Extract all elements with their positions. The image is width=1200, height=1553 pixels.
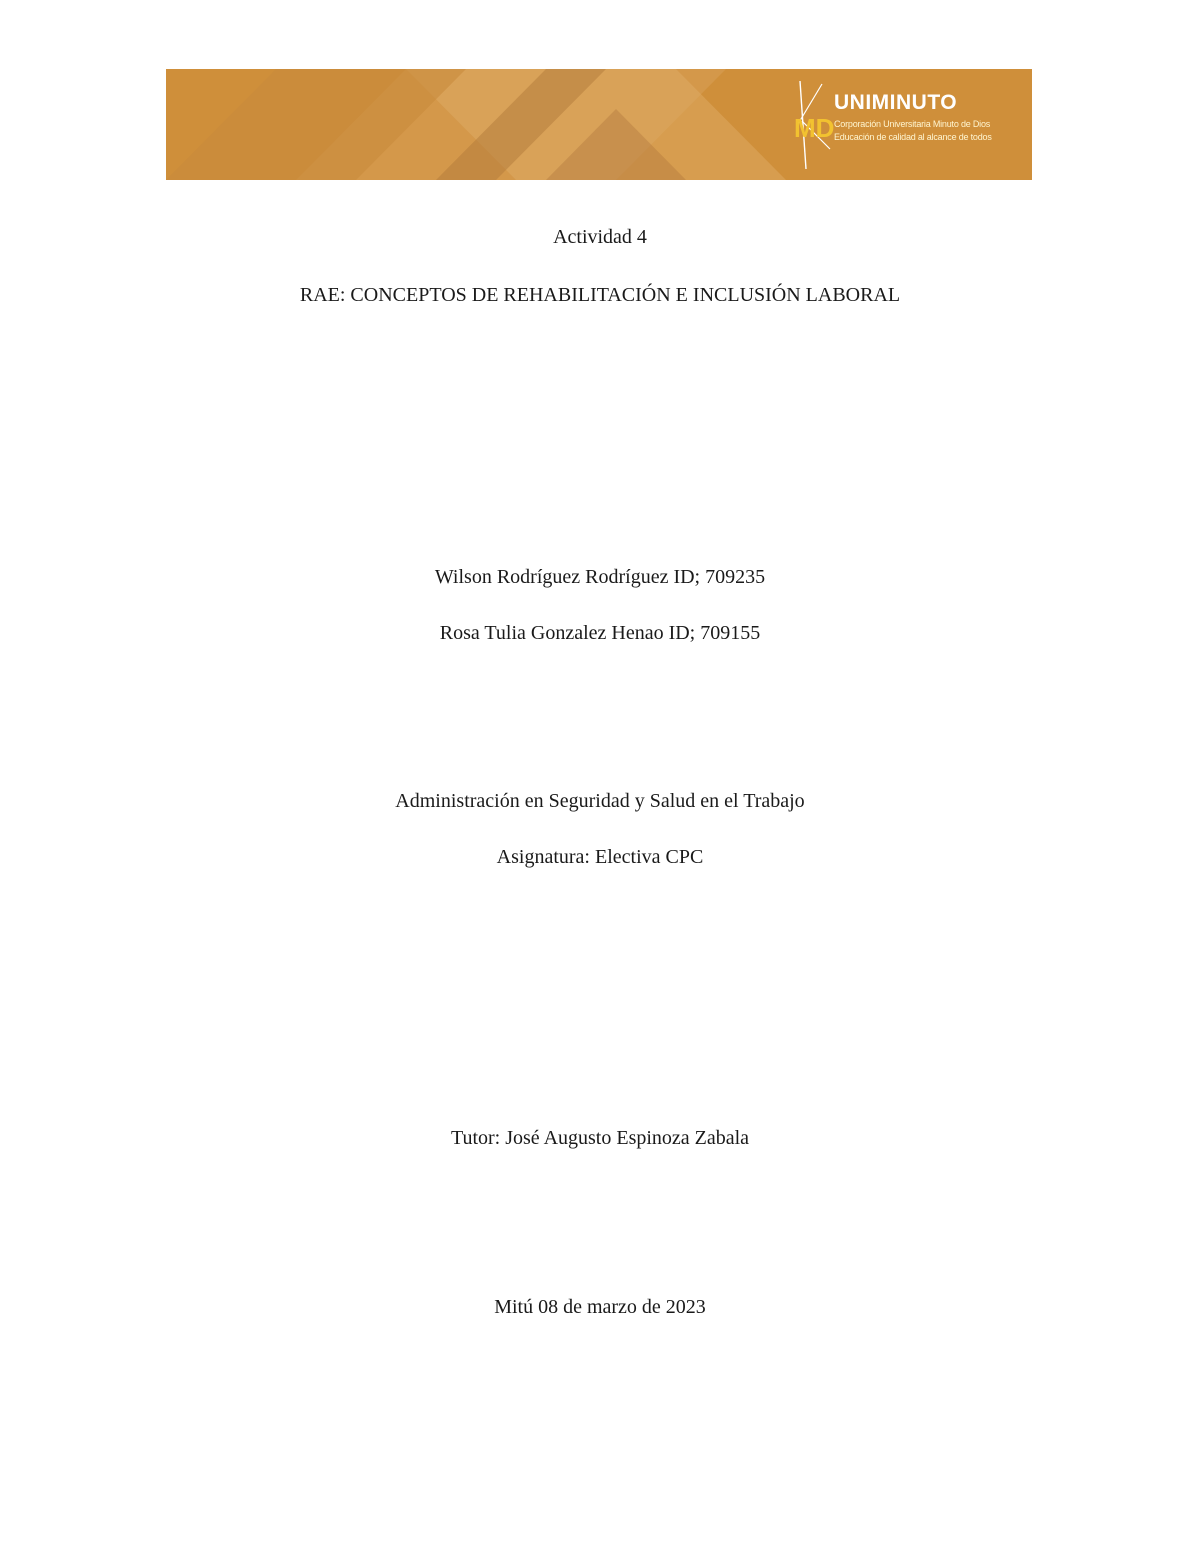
author-1: Wilson Rodríguez Rodríguez ID; 709235 xyxy=(434,566,766,588)
uniminuto-logo-mark xyxy=(792,79,834,171)
logo-subtitle-1: Corporación Universitaria Minuto de Dios xyxy=(834,119,991,129)
author-2: Rosa Tulia Gonzalez Henao ID; 709155 xyxy=(439,622,761,644)
program-name: Administración en Seguridad y Salud en el Trabajo xyxy=(395,790,805,812)
tutor-name: Tutor: José Augusto Espinoza Zabala xyxy=(450,1127,750,1149)
activity-label: Actividad 4 xyxy=(553,226,647,248)
place-and-date: Mitú 08 de marzo de 2023 xyxy=(494,1296,706,1318)
uniminuto-logo xyxy=(792,79,1022,171)
logo-subtitle-2: Educación de calidad al alcance de todos xyxy=(834,132,992,142)
document-title: RAE: CONCEPTOS DE REHABILITACIÓN E INCLUSIÓN LABORAL xyxy=(299,284,901,306)
subject-name: Asignatura: Electiva CPC xyxy=(496,846,704,868)
logo-mark-letters: MD xyxy=(794,113,834,143)
header-banner xyxy=(166,69,1032,180)
logo-name: UNIMINUTO xyxy=(834,91,958,114)
